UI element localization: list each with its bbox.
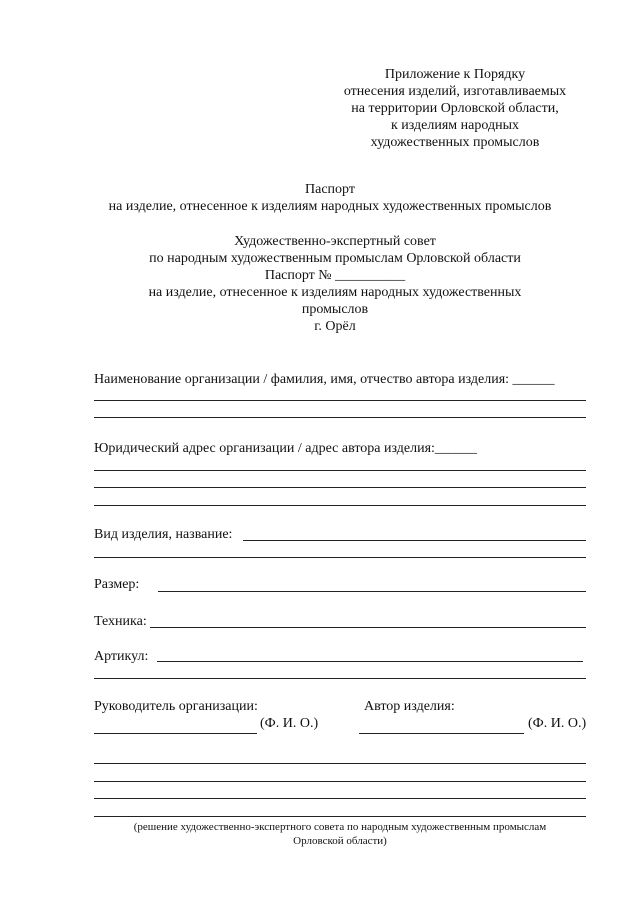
- decision-line[interactable]: [94, 763, 586, 764]
- passport-purpose: на изделие, отнесенное к изделиям народных художественных: [148, 285, 522, 300]
- appendix-line: Приложение к Порядку: [384, 67, 526, 82]
- passport-header: [60, 181, 600, 215]
- article-line[interactable]: [94, 678, 586, 679]
- appendix-line: на территории Орловской области,: [351, 101, 559, 116]
- council-scope: по народным художественным промыслам Орловской области: [149, 251, 521, 266]
- size-label: Размер:: [94, 577, 140, 592]
- legal-address-line[interactable]: [94, 487, 586, 488]
- article-label: Артикул:: [94, 649, 149, 664]
- council-block: [90, 233, 580, 335]
- technique-label: Техника:: [94, 614, 147, 629]
- product-type-line[interactable]: [94, 557, 586, 558]
- decision-line[interactable]: [94, 816, 586, 817]
- appendix-reference: [320, 66, 590, 151]
- council-name: Художественно-экспертный совет: [234, 234, 436, 249]
- decision-caption: [90, 820, 590, 848]
- head-signature-line[interactable]: [94, 733, 257, 734]
- decision-line[interactable]: [94, 798, 586, 799]
- passport-subtitle: на изделие, отнесенное к изделиям народных художественных промыслов: [108, 199, 552, 214]
- decision-caption-line: Орловской области): [293, 835, 387, 847]
- passport-number: Паспорт № __________: [264, 268, 406, 283]
- technique-line[interactable]: [150, 627, 586, 628]
- legal-address-line[interactable]: [94, 470, 586, 471]
- legal-address-line[interactable]: [94, 505, 586, 506]
- organization-name-label: Наименование организации / фамилия, имя, отчество автора изделия: ______: [94, 372, 555, 387]
- city: г. Орёл: [314, 319, 356, 334]
- product-type-line[interactable]: [243, 540, 586, 541]
- head-fio-caption: (Ф. И. О.): [260, 716, 319, 731]
- decision-line[interactable]: [94, 781, 586, 782]
- appendix-line: художественных промыслов: [370, 135, 540, 150]
- legal-address-label: Юридический адрес организации / адрес автора изделия:______: [94, 441, 477, 456]
- author-fio-caption: (Ф. И. О.): [528, 716, 587, 731]
- passport-title: Паспорт: [305, 182, 355, 197]
- author-label: Автор изделия:: [364, 699, 455, 714]
- passport-purpose-cont: промыслов: [301, 302, 369, 317]
- organization-name-line[interactable]: [94, 400, 586, 401]
- appendix-line: к изделиям народных: [390, 118, 519, 133]
- appendix-line: отнесения изделий, изготавливаемых: [343, 84, 567, 99]
- organization-name-line[interactable]: [94, 417, 586, 418]
- article-line[interactable]: [157, 661, 583, 662]
- product-type-label: Вид изделия, название:: [94, 527, 233, 542]
- decision-caption-line: (решение художественно-экспертного совета по народным художественным промыслам: [133, 821, 547, 833]
- author-signature-line[interactable]: [359, 733, 524, 734]
- size-line[interactable]: [158, 591, 586, 592]
- head-of-organization-label: Руководитель организации:: [94, 699, 258, 714]
